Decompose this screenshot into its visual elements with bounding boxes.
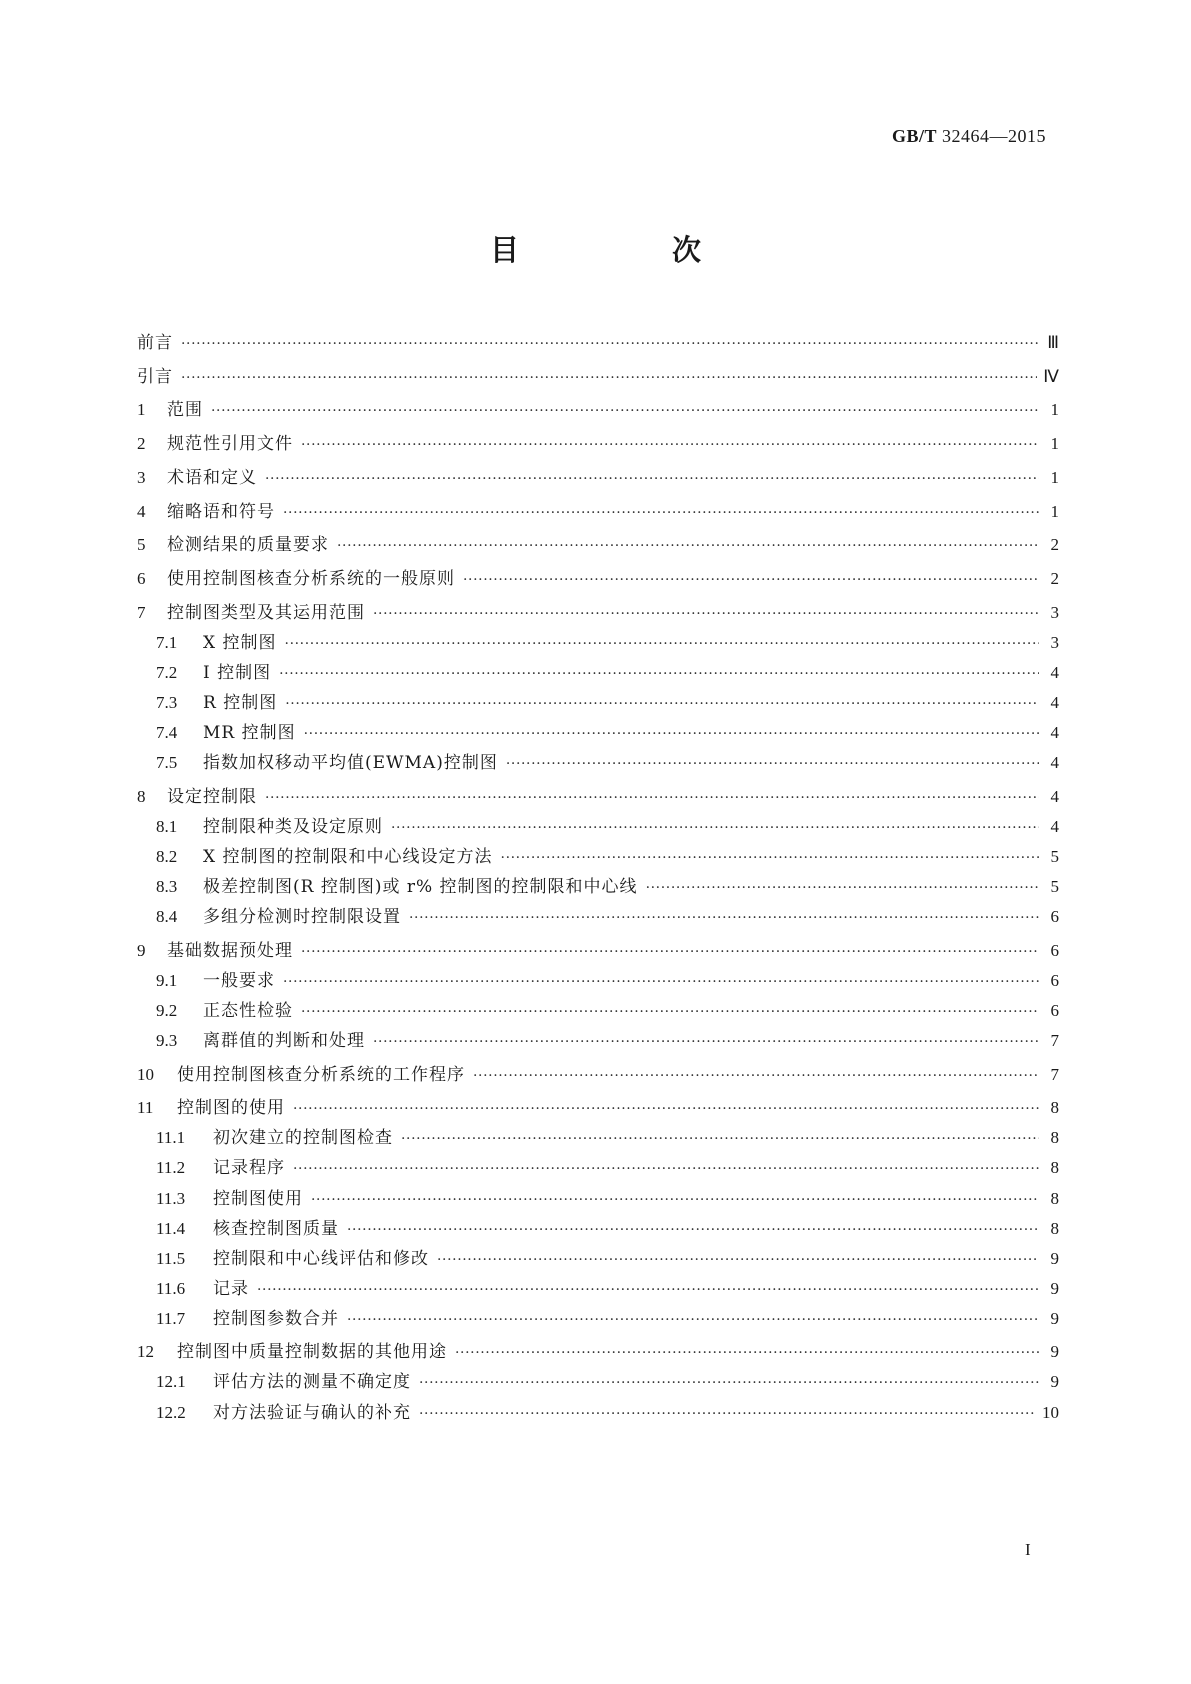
toc-leader-dots [337, 531, 1039, 561]
toc-leader-dots [419, 1399, 1036, 1429]
toc-entry-number: 8.4 [156, 907, 178, 927]
toc-entry-title: 使用控制图核查分析系统的一般原则 [167, 569, 455, 590]
toc-entry-title: MR 控制图 [203, 723, 296, 744]
toc-entry-page: 7 [1050, 1064, 1059, 1084]
toc-entry[interactable] [137, 688, 1059, 718]
toc-leader-dots [285, 689, 1039, 719]
toc-entry-number: 7.2 [156, 662, 178, 682]
toc-entry-title: 极差控制图(R 控制图)或 r% 控制图的控制限和中心线 [203, 876, 638, 897]
toc-entry-number: 4 [137, 501, 146, 521]
toc-entry-title: 术语和定义 [167, 467, 257, 488]
standard-number [892, 126, 1046, 147]
toc-leader-dots [347, 1215, 1039, 1245]
toc-entry-title: 设定控制限 [167, 786, 257, 807]
toc-leader-dots [283, 967, 1039, 997]
toc-entry-title: 多组分检测时控制限设置 [203, 907, 401, 928]
toc-entry-title: 记录 [213, 1278, 249, 1299]
toc-entry[interactable] [137, 1274, 1059, 1304]
toc-leader-dots [279, 659, 1039, 689]
toc-entry-number: 11.2 [156, 1158, 186, 1178]
toc-entry-page: 4 [1050, 662, 1059, 682]
toc-leader-dots [301, 937, 1039, 967]
toc-entry-title: 控制限和中心线评估和修改 [213, 1248, 429, 1269]
toc-leader-dots [311, 1185, 1039, 1215]
toc-entry-page: Ⅳ [1043, 366, 1059, 386]
toc-entry-title: I 控制图 [203, 662, 272, 683]
toc-leader-dots [373, 1027, 1039, 1057]
toc-entry-page: 1 [1050, 400, 1059, 420]
toc-entry-title: 检测结果的质量要求 [167, 535, 329, 556]
toc-entry-page: 4 [1050, 786, 1059, 806]
toc-entry-page: 6 [1050, 907, 1059, 927]
toc-entry-title: X 控制图 [203, 632, 277, 653]
toc-entry-page: 8 [1050, 1098, 1059, 1118]
toc-leader-dots [347, 1305, 1039, 1335]
toc-entry-page: 1 [1050, 434, 1059, 454]
toc-entry-number: 5 [137, 535, 146, 555]
toc-leader-dots [283, 498, 1039, 528]
toc-entry[interactable] [137, 429, 1059, 459]
toc-entry[interactable] [137, 1367, 1059, 1397]
toc-entry-page: 2 [1050, 535, 1059, 555]
toc-entry-number: 11.3 [156, 1188, 186, 1208]
toc-entry-title: 评估方法的测量不确定度 [213, 1372, 411, 1393]
toc-entry[interactable] [137, 902, 1059, 932]
toc-entry-title: 核查控制图质量 [213, 1218, 339, 1239]
toc-leader-dots [301, 430, 1039, 460]
toc-entry-page: 4 [1050, 693, 1059, 713]
toc-entry-page: 3 [1050, 602, 1059, 622]
toc-entry-page: 9 [1050, 1372, 1059, 1392]
toc-leader-dots [293, 1094, 1039, 1124]
toc-entry-title: 对方法验证与确认的补充 [213, 1402, 411, 1423]
toc-entry[interactable] [137, 497, 1059, 527]
toc-entry-page: 4 [1050, 816, 1059, 836]
toc-entry[interactable] [137, 1304, 1059, 1334]
toc-entry[interactable] [137, 362, 1059, 392]
toc-entry[interactable] [137, 812, 1059, 842]
toc-leader-dots [265, 464, 1039, 494]
toc-entry-number: 7.1 [156, 632, 178, 652]
toc-entry-page: 8 [1050, 1218, 1059, 1238]
toc-entry[interactable] [137, 463, 1059, 493]
toc-entry-number: 9.2 [156, 1000, 178, 1020]
toc-entry-page: 8 [1050, 1158, 1059, 1178]
toc-entry-title: 前言 [137, 333, 173, 353]
toc-entry-title: 控制图参数合并 [213, 1308, 339, 1329]
toc-entry[interactable] [137, 658, 1059, 688]
toc-entry[interactable] [137, 718, 1059, 748]
toc-entry-number: 11.6 [156, 1278, 186, 1298]
toc-entry-number: 8.3 [156, 876, 178, 896]
toc-entry-title: 一般要求 [203, 970, 275, 991]
toc-leader-dots [409, 903, 1039, 933]
toc-entry-page: 6 [1050, 970, 1059, 990]
toc-entry[interactable] [137, 1153, 1059, 1183]
toc-entry-page: 9 [1050, 1278, 1059, 1298]
toc-entry-number: 11.4 [156, 1218, 186, 1238]
toc-entry-number: 7.4 [156, 723, 178, 743]
toc-entry-number: 8.2 [156, 846, 178, 866]
toc-entry-title: 控制图的使用 [177, 1098, 285, 1119]
toc-entry[interactable] [137, 782, 1059, 812]
toc-entry-page: 9 [1050, 1248, 1059, 1268]
toc-entry-page: 5 [1050, 876, 1059, 896]
toc-entry-number: 12.1 [156, 1372, 186, 1392]
toc-entry-page: 4 [1050, 723, 1059, 743]
toc-entry-number: 11.1 [156, 1128, 186, 1148]
toc-entry-number: 7.5 [156, 753, 178, 773]
toc-entry[interactable] [137, 395, 1059, 425]
toc-entry[interactable] [137, 1184, 1059, 1214]
toc-entry-number: 7 [137, 602, 146, 622]
toc-entry[interactable] [137, 748, 1059, 778]
toc-entry-title: 记录程序 [213, 1158, 285, 1179]
toc-entry-page: 2 [1050, 569, 1059, 589]
toc-entry[interactable] [137, 996, 1059, 1026]
toc-entry[interactable] [137, 936, 1059, 966]
toc-entry[interactable] [137, 328, 1059, 358]
toc-entry-number: 9 [137, 940, 146, 960]
toc-entry-title: R 控制图 [203, 693, 278, 714]
toc-entry-page: 7 [1050, 1030, 1059, 1050]
toc-entry-number: 11.5 [156, 1248, 186, 1268]
toc-leader-dots [285, 629, 1039, 659]
toc-leader-dots [501, 843, 1039, 873]
toc-entry-number: 11.7 [156, 1308, 186, 1328]
toc-entry[interactable] [137, 1060, 1059, 1090]
toc-entry-page: 8 [1050, 1128, 1059, 1148]
toc-entry-number: 9.1 [156, 970, 178, 990]
table-of-contents [137, 328, 1059, 1428]
toc-leader-dots [293, 1154, 1039, 1184]
toc-entry[interactable] [137, 1337, 1059, 1367]
toc-entry[interactable] [137, 872, 1059, 902]
toc-entry[interactable] [137, 530, 1059, 560]
toc-entry-title: 使用控制图核查分析系统的工作程序 [177, 1064, 465, 1085]
toc-entry-page: 5 [1050, 846, 1059, 866]
toc-leader-dots [301, 997, 1039, 1027]
toc-entry-number: 8 [137, 786, 146, 806]
toc-leader-dots [463, 565, 1039, 595]
toc-entry-page: 10 [1042, 1402, 1059, 1422]
toc-entry-page: 8 [1050, 1188, 1059, 1208]
toc-entry-title: 离群值的判断和处理 [203, 1030, 365, 1051]
toc-entry-title: 控制图类型及其运用范围 [167, 602, 365, 623]
toc-entry-page: 6 [1050, 1000, 1059, 1020]
toc-entry-number: 6 [137, 569, 146, 589]
toc-entry[interactable] [137, 1123, 1059, 1153]
toc-entry[interactable] [137, 1398, 1059, 1428]
toc-leader-dots [181, 363, 1037, 393]
toc-entry[interactable] [137, 1093, 1059, 1123]
toc-entry-title: 缩略语和符号 [167, 501, 275, 522]
toc-entry-number: 12 [137, 1342, 154, 1362]
toc-entry[interactable] [137, 842, 1059, 872]
toc-leader-dots [265, 783, 1039, 813]
toc-leader-dots [473, 1061, 1039, 1091]
toc-entry-page: 1 [1050, 467, 1059, 487]
toc-entry-title: 指数加权移动平均值(EWMA)控制图 [203, 753, 498, 774]
toc-leader-dots [401, 1124, 1039, 1154]
toc-entry-number: 2 [137, 434, 146, 454]
toc-leader-dots [455, 1338, 1039, 1368]
toc-entry-title: 控制限种类及设定原则 [203, 816, 383, 837]
toc-entry-title: 引言 [137, 366, 173, 387]
toc-entry-page: 3 [1050, 632, 1059, 652]
toc-entry-page: 9 [1050, 1342, 1059, 1362]
toc-leader-dots [373, 599, 1039, 629]
toc-entry-page: 9 [1050, 1308, 1059, 1328]
toc-leader-dots [211, 396, 1039, 426]
toc-entry-number: 10 [137, 1064, 154, 1084]
toc-entry[interactable] [137, 564, 1059, 594]
toc-leader-dots [391, 813, 1039, 843]
toc-entry-title: 基础数据预处理 [167, 940, 293, 961]
toc-entry-title: X 控制图的控制限和中心线设定方法 [203, 846, 493, 867]
toc-entry[interactable] [137, 598, 1059, 628]
toc-entry-title: 规范性引用文件 [167, 434, 293, 455]
toc-entry-number: 7.3 [156, 693, 178, 713]
toc-entry[interactable] [137, 1214, 1059, 1244]
toc-leader-dots [419, 1368, 1039, 1398]
toc-entry-number: 1 [137, 400, 146, 420]
toc-entry-number: 3 [137, 467, 146, 487]
toc-leader-dots [304, 719, 1039, 749]
toc-entry-number: 12.2 [156, 1402, 186, 1422]
toc-title: 目 次 [489, 233, 763, 267]
toc-entry[interactable] [137, 1026, 1059, 1056]
toc-entry-page: 4 [1050, 753, 1059, 773]
toc-leader-dots [646, 873, 1039, 903]
toc-entry-title: 正态性检验 [203, 1000, 293, 1021]
toc-entry[interactable] [137, 1244, 1059, 1274]
toc-entry-title: 范围 [167, 400, 203, 421]
toc-entry-number: 8.1 [156, 816, 178, 836]
standard-code: 32464—2015 [942, 126, 1046, 146]
page-number: I [1025, 1540, 1031, 1559]
toc-leader-dots [506, 749, 1039, 779]
toc-leader-dots [257, 1275, 1039, 1305]
toc-entry-number: 11 [137, 1098, 154, 1118]
toc-entry-page: 6 [1050, 940, 1059, 960]
toc-entry-number: 9.3 [156, 1030, 178, 1050]
toc-entry-title: 控制图中质量控制数据的其他用途 [177, 1342, 447, 1363]
toc-entry-title: 控制图使用 [213, 1188, 303, 1209]
toc-leader-dots [181, 329, 1039, 359]
toc-leader-dots [437, 1245, 1039, 1275]
toc-entry[interactable] [137, 628, 1059, 658]
standard-prefix: GB/T [891, 126, 937, 146]
toc-entry[interactable] [137, 966, 1059, 996]
toc-entry-page: Ⅲ [1047, 333, 1059, 352]
toc-entry-title: 初次建立的控制图检查 [213, 1128, 393, 1149]
toc-entry-page: 1 [1050, 501, 1059, 521]
